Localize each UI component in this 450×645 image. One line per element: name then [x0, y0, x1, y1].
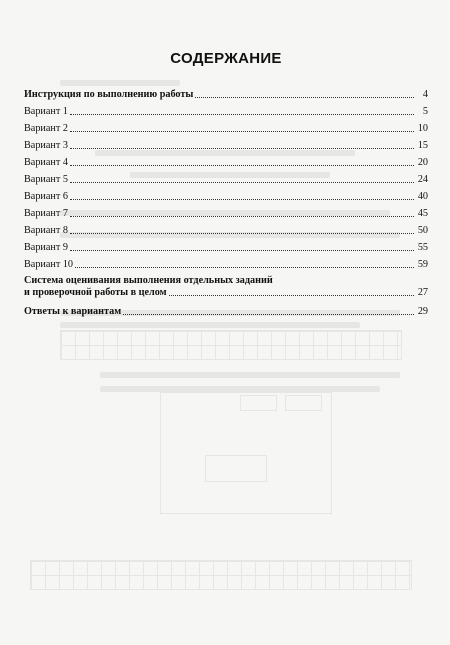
toc-label: Вариант 7 — [24, 208, 68, 219]
toc-label: Вариант 6 — [24, 191, 68, 202]
toc-label: Вариант 8 — [24, 225, 68, 236]
toc-label-line-2: и проверочной работы в целом — [24, 287, 167, 298]
page-title: СОДЕРЖАНИЕ — [170, 50, 282, 67]
toc-label: Вариант 4 — [24, 157, 68, 168]
toc-page-number: 15 — [417, 140, 428, 151]
toc-row-variant-2 — [24, 118, 428, 135]
toc-row-variant-10 — [24, 254, 428, 271]
toc-leader-dots — [195, 96, 414, 98]
toc-page-number: 10 — [417, 123, 428, 134]
toc-page-number: 40 — [417, 191, 428, 202]
toc-label: Вариант 9 — [24, 242, 68, 253]
toc-page-number: 24 — [417, 174, 428, 185]
toc-page-number: 27 — [417, 287, 428, 298]
toc-page-number: 5 — [422, 106, 428, 117]
toc-leader-dots — [70, 198, 414, 200]
toc-row-variant-5 — [24, 169, 428, 186]
toc-label: Вариант 1 — [24, 106, 68, 117]
toc-page-number: 45 — [417, 208, 428, 219]
toc-page-number: 55 — [417, 242, 428, 253]
table-of-contents-page — [24, 0, 428, 318]
toc-leader-dots — [70, 181, 414, 183]
toc-row-variant-6 — [24, 186, 428, 203]
toc-page-number: 50 — [417, 225, 428, 236]
toc-page-number: 20 — [417, 157, 428, 168]
toc-leader-dots — [70, 232, 414, 234]
toc-page-number: 59 — [417, 259, 428, 270]
toc-row-variant-9 — [24, 237, 428, 254]
toc-leader-dots — [70, 215, 414, 217]
toc-row-assessment-system — [24, 275, 428, 299]
toc-page-number: 29 — [417, 306, 428, 317]
toc-row-answers — [24, 301, 428, 318]
toc-leader-dots — [70, 249, 414, 251]
toc-row-variant-4 — [24, 152, 428, 169]
toc-row-variant-8 — [24, 220, 428, 237]
toc-leader-dots — [70, 113, 414, 115]
toc-label: Инструкция по выполнению работы — [24, 89, 194, 100]
toc-label: Вариант 3 — [24, 140, 68, 151]
toc-list — [24, 84, 428, 318]
toc-row-variant-3 — [24, 135, 428, 152]
toc-row-instruction — [24, 84, 428, 101]
toc-page-number: 4 — [422, 89, 428, 100]
toc-label: Вариант 2 — [24, 123, 68, 134]
toc-label: Вариант 10 — [24, 259, 74, 270]
toc-row-variant-7 — [24, 203, 428, 220]
toc-row-variant-1 — [24, 101, 428, 118]
toc-leader-dots — [70, 130, 414, 132]
toc-leader-dots — [123, 313, 414, 315]
toc-label: Вариант 5 — [24, 174, 68, 185]
toc-leader-dots — [75, 266, 414, 268]
toc-label: Ответы к вариантам — [24, 306, 122, 317]
toc-leader-dots — [169, 294, 414, 296]
toc-leader-dots — [70, 164, 414, 166]
toc-leader-dots — [70, 147, 414, 149]
toc-label-line-1: Система оценивания выполнения отдельных заданий — [24, 275, 273, 286]
